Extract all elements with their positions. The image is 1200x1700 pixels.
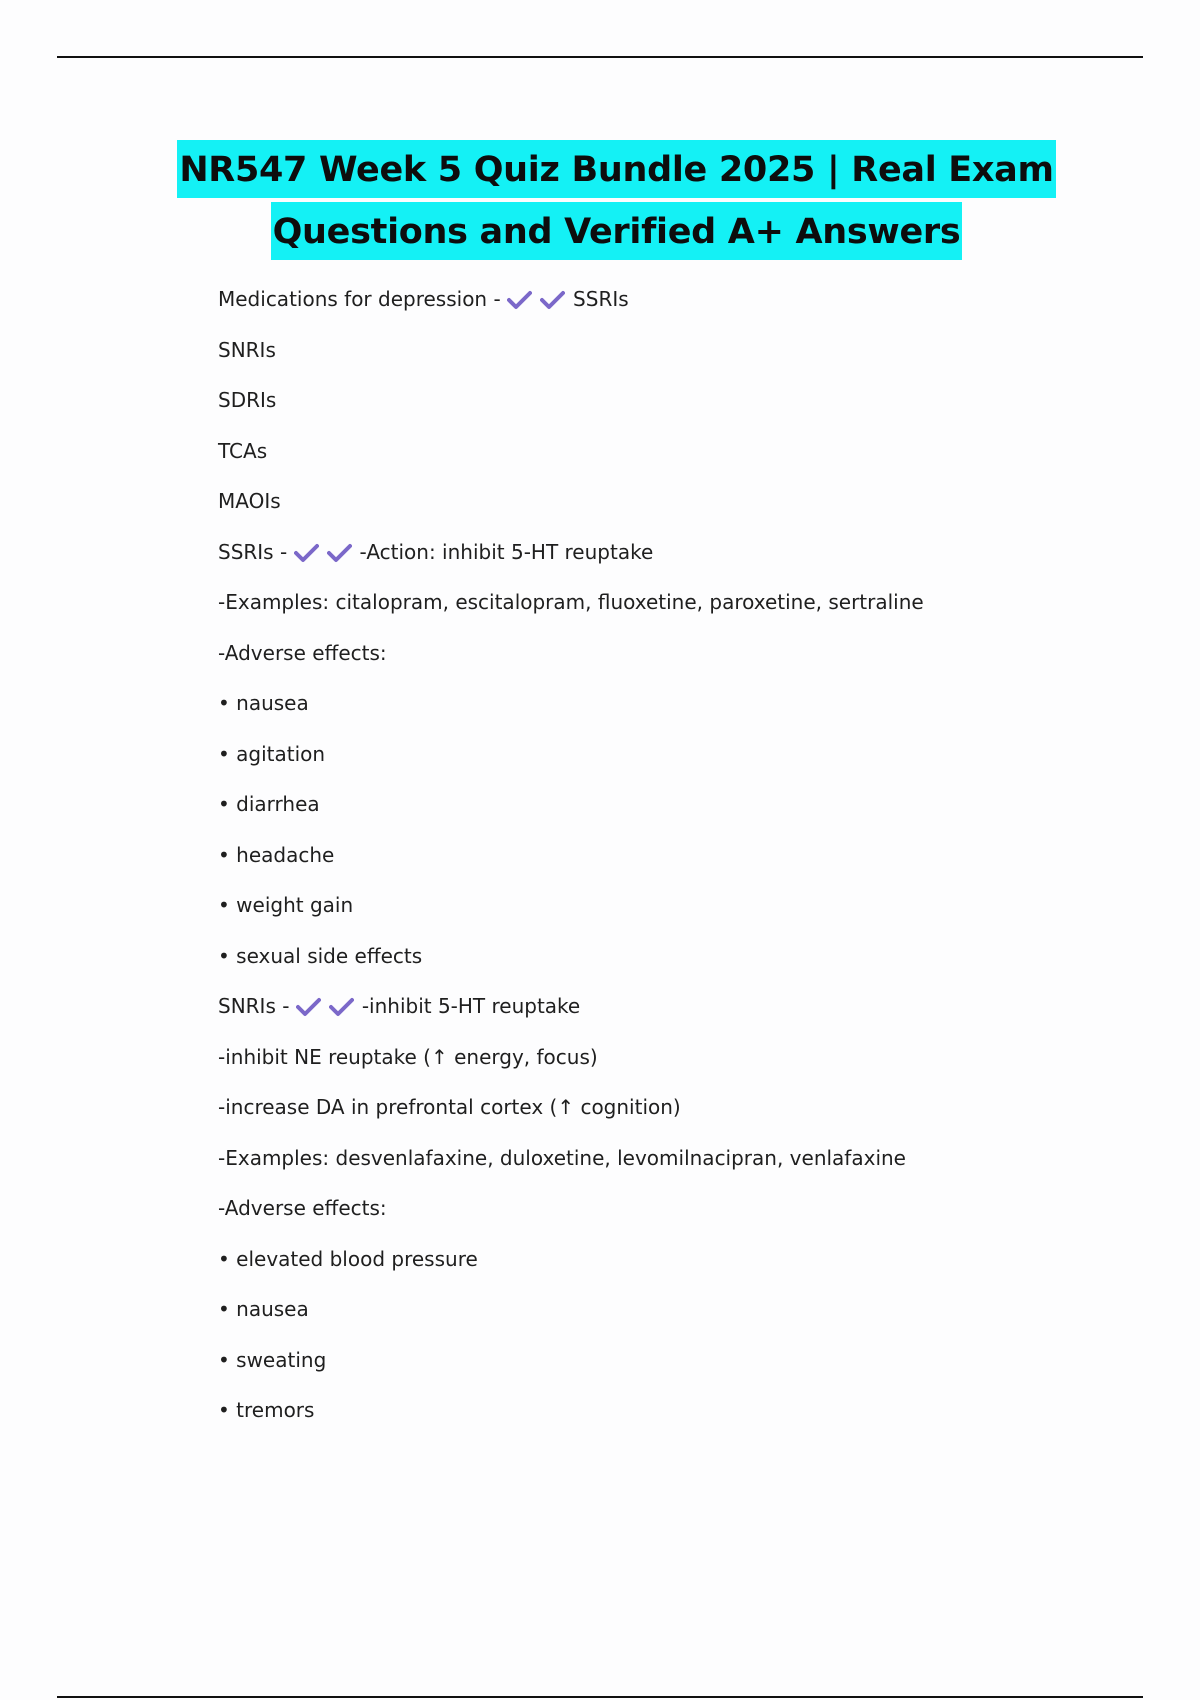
list-item: -increase DA in prefrontal cortex (↑ cognition) xyxy=(218,1095,681,1119)
question-ssris xyxy=(218,540,1118,564)
title-line-2: Questions and Verified A+ Answers xyxy=(271,202,963,260)
check-icon xyxy=(296,997,321,1017)
question-medications-depression xyxy=(218,287,1118,311)
list-item: • nausea xyxy=(218,1297,309,1321)
check-icon xyxy=(327,543,352,563)
question-text: SNRIs - xyxy=(218,994,296,1018)
document-body xyxy=(218,287,1118,1449)
answer-text: SSRIs xyxy=(573,287,629,311)
list-item: • sweating xyxy=(218,1347,327,1372)
question-snris xyxy=(218,994,1118,1018)
question-text: Medications for depression - xyxy=(218,287,508,311)
question-text: SSRIs - xyxy=(218,539,294,564)
list-item: • headache xyxy=(218,842,335,867)
answer-text: -Action: inhibit 5-HT reuptake xyxy=(359,539,654,564)
list-item: -inhibit NE reuptake (↑ energy, focus) xyxy=(218,1044,598,1069)
list-item: SNRIs xyxy=(218,337,276,362)
list-item: • nausea xyxy=(218,691,309,715)
list-item: MAOIs xyxy=(218,489,281,513)
check-icon xyxy=(540,290,565,310)
list-item: -Examples: desvenlafaxine, duloxetine, levomilnacipran, venlafaxine xyxy=(218,1145,906,1170)
check-icon xyxy=(294,543,319,563)
list-item: • tremors xyxy=(218,1398,315,1422)
list-item: TCAs xyxy=(218,438,268,463)
list-item: -Examples: citalopram, escitalopram, fluoxetine, paroxetine, sertraline xyxy=(218,590,924,614)
list-item: -Adverse effects: xyxy=(218,1196,387,1220)
answer-text: -inhibit 5-HT reuptake xyxy=(361,994,581,1018)
title-line-1: NR547 Week 5 Quiz Bundle 2025 | Real Exam xyxy=(177,140,1055,198)
check-icon xyxy=(329,997,354,1017)
list-item: SDRIs xyxy=(218,388,277,412)
list-item: -Adverse effects: xyxy=(218,640,387,665)
list-item: • elevated blood pressure xyxy=(218,1246,478,1271)
list-item: • diarrhea xyxy=(218,792,320,816)
list-item: • agitation xyxy=(218,741,326,766)
list-item: • weight gain xyxy=(218,893,354,917)
bottom-divider xyxy=(57,1696,1143,1698)
check-icon xyxy=(507,290,532,310)
document-title xyxy=(0,140,1200,260)
top-divider xyxy=(57,56,1143,58)
list-item: • sexual side effects xyxy=(218,943,423,968)
